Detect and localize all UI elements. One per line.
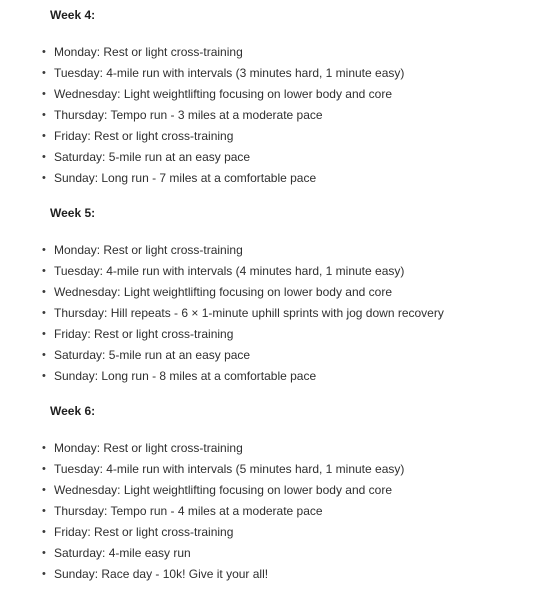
day-text: Sunday: Long run - 7 miles at a comfortable pace [54,171,317,185]
bullet-icon: • [42,46,46,58]
bullet-icon: • [42,286,46,298]
bullet-icon: • [42,307,46,319]
bullet-icon: • [42,370,46,382]
week-title: Week 6: [50,404,96,418]
day-text: Friday: Rest or light cross-training [54,327,234,341]
bullet-icon: • [42,547,46,559]
day-text: Tuesday: 4-mile run with intervals (4 minutes hard, 1 minute easy) [54,264,405,278]
week-title: Week 5: [50,206,96,220]
bullet-icon: • [42,349,46,361]
day-text: Thursday: Hill repeats - 6 × 1-minute uphill sprints with jog down recovery [54,306,444,320]
bullet-icon: • [42,67,46,79]
bullet-icon: • [42,526,46,538]
day-text: Sunday: Race day - 10k! Give it your all! [54,567,269,581]
bullet-icon: • [42,484,46,496]
bullet-icon: • [42,109,46,121]
day-text: Wednesday: Light weightlifting focusing on lower body and core [54,483,392,497]
day-text: Saturday: 5-mile run at an easy pace [54,348,251,362]
day-text: Sunday: Long run - 8 miles at a comfortable pace [54,369,317,383]
day-text: Wednesday: Light weightlifting focusing on lower body and core [54,87,392,101]
bullet-icon: • [42,88,46,100]
week-title: Week 4: [50,8,96,22]
day-text: Monday: Rest or light cross-training [54,45,243,59]
day-text: Wednesday: Light weightlifting focusing on lower body and core [54,285,392,299]
day-text: Saturday: 5-mile run at an easy pace [54,150,251,164]
day-text: Tuesday: 4-mile run with intervals (3 minutes hard, 1 minute easy) [54,66,405,80]
day-text: Monday: Rest or light cross-training [54,441,243,455]
day-text: Thursday: Tempo run - 4 miles at a moderate pace [54,504,323,518]
bullet-icon: • [42,442,46,454]
day-text: Friday: Rest or light cross-training [54,525,234,539]
bullet-icon: • [42,172,46,184]
day-text: Monday: Rest or light cross-training [54,243,243,257]
day-text: Thursday: Tempo run - 3 miles at a moderate pace [54,108,323,122]
bullet-icon: • [42,130,46,142]
bullet-icon: • [42,244,46,256]
bullet-icon: • [42,568,46,580]
day-text: Saturday: 4-mile easy run [54,546,191,560]
bullet-icon: • [42,265,46,277]
day-text: Friday: Rest or light cross-training [54,129,234,143]
bullet-icon: • [42,151,46,163]
bullet-icon: • [42,328,46,340]
bullet-icon: • [42,463,46,475]
day-text: Tuesday: 4-mile run with intervals (5 minutes hard, 1 minute easy) [54,462,405,476]
bullet-icon: • [42,505,46,517]
